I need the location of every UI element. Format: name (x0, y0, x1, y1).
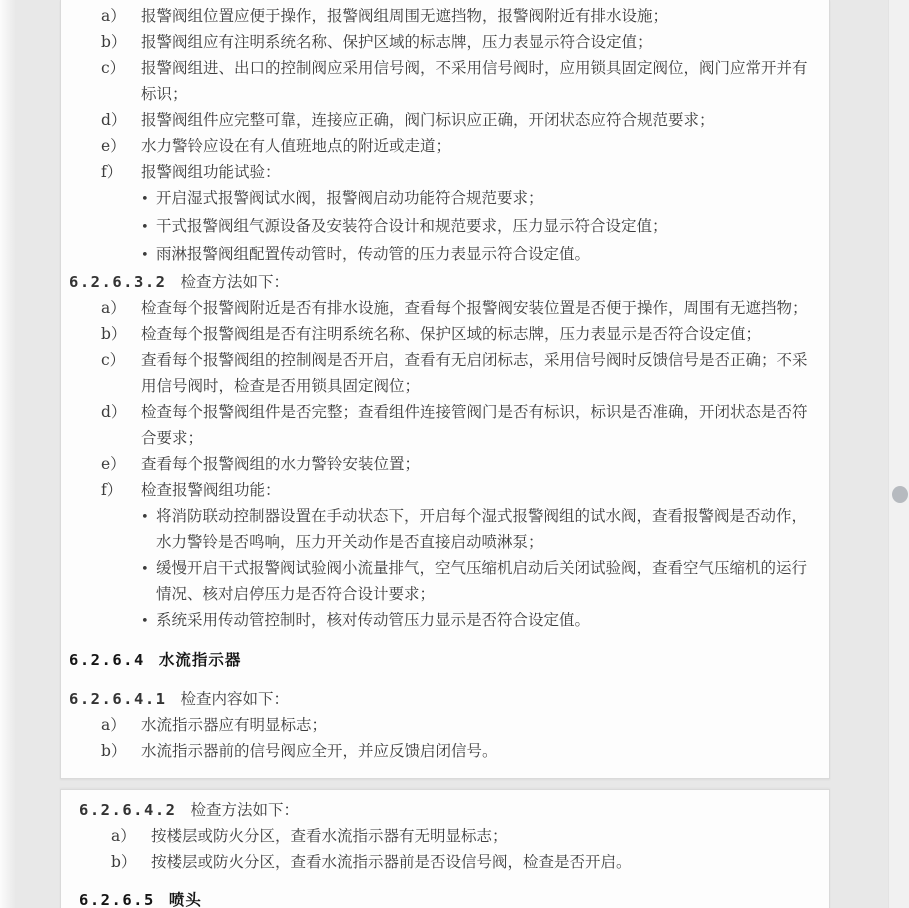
heading-number: 6.2.6.5 (79, 891, 155, 908)
bullet-icon: • (141, 562, 149, 577)
item-text: 查看每个报警阀组的控制阀是否开启，查看有无启闭标志，采用信号阀时反馈信号是否正确；不采用信号阀时，检查是否用锁具固定阀位； (141, 351, 808, 395)
item-text: 水流指示器前的信号阀应全开，并应反馈启闭信号。 (141, 742, 498, 760)
bullet-icon: • (141, 220, 149, 235)
bullet-icon: • (141, 614, 149, 629)
document-page-2 (60, 789, 830, 908)
bullet-text: 干式报警阀组气源设备及安装符合设计和规范要求，压力显示符合设定值； (156, 217, 668, 235)
item-label: d） (101, 403, 127, 421)
list-item (61, 55, 815, 107)
list-item (61, 29, 815, 55)
list-item (61, 107, 815, 133)
heading-number: 6.2.6.4 (69, 651, 145, 669)
bullet-item (61, 607, 815, 635)
bullet-icon: • (141, 192, 149, 207)
list-item (61, 347, 815, 399)
bullet-icon: • (141, 248, 149, 263)
item-text: 报警阀组进、出口的控制阀应采用信号阀，不采用信号阀时，应用锁具固定阀位，阀门应常开并有标识； (141, 59, 808, 103)
list-item (61, 133, 815, 159)
list-item (61, 451, 815, 477)
clause-line (61, 797, 815, 823)
clause-line (61, 269, 815, 295)
item-label: b） (111, 853, 137, 871)
item-text: 水流指示器应有明显标志； (141, 716, 328, 734)
clause-number: 6.2.6.3.2 (69, 273, 167, 291)
bullet-item (61, 213, 815, 241)
item-label: c） (101, 351, 126, 369)
item-label: c） (101, 59, 126, 77)
item-label: f） (101, 163, 123, 181)
bullet-item (61, 185, 815, 213)
list-item (61, 823, 815, 849)
item-label: b） (101, 325, 127, 343)
item-label: b） (101, 742, 127, 760)
item-label: b） (101, 33, 127, 51)
list-item (61, 295, 815, 321)
item-text: 检查报警阀组功能： (141, 481, 281, 499)
list-item (61, 3, 815, 29)
item-label: f） (101, 481, 123, 499)
page-edge-shadow (0, 0, 16, 908)
clause-text: 检查内容如下： (180, 690, 290, 708)
list-item (61, 477, 815, 503)
item-text: 报警阀组件应完整可靠，连接应正确，阀门标识应正确，开闭状态应符合规范要求； (141, 111, 715, 129)
scrollbar-track[interactable] (888, 0, 909, 908)
item-text: 按楼层或防火分区，查看水流指示器前是否设信号阀，检查是否开启。 (151, 853, 632, 871)
bullet-text: 缓慢开启干式报警阀试验阀小流量排气，空气压缩机启动后关闭试验阀，查看空气压缩机的运行情况、核对启停压力是否符合设计要求； (156, 559, 808, 603)
list-item (61, 321, 815, 347)
item-label: a） (111, 827, 136, 845)
list-item (61, 712, 815, 738)
item-text: 报警阀组位置应便于操作，报警阀组周围无遮挡物，报警阀附近有排水设施； (141, 7, 669, 25)
list-item (61, 159, 815, 185)
item-text: 按楼层或防火分区，查看水流指示器有无明显标志； (151, 827, 508, 845)
item-label: d） (101, 111, 127, 129)
bullet-item (61, 503, 815, 555)
clause-text: 检查方法如下： (180, 273, 290, 291)
heading-text: 水流指示器 (158, 651, 242, 669)
bullet-item (61, 555, 815, 607)
bullet-text: 雨淋报警阀组配置传动管时，传动管的压力表显示符合设定值。 (156, 245, 591, 263)
list-item (61, 849, 815, 875)
item-text: 检查每个报警阀组是否有注明系统名称、保护区域的标志牌，压力表显示是否符合设定值； (141, 325, 762, 343)
clause-line (61, 686, 815, 712)
section-heading (61, 887, 815, 908)
section-heading (61, 647, 815, 673)
clause-number: 6.2.6.4.2 (79, 801, 177, 819)
document-page-1 (60, 0, 830, 779)
item-text: 报警阀组应有注明系统名称、保护区域的标志牌，压力表显示符合设定值； (141, 33, 653, 51)
clause-number: 6.2.6.4.1 (69, 690, 167, 708)
bullet-icon: • (141, 510, 149, 525)
item-label: a） (101, 299, 126, 317)
bullet-text: 系统采用传动管控制时，核对传动管压力显示是否符合设定值。 (156, 611, 591, 629)
bullet-item (61, 241, 815, 269)
item-label: e） (101, 137, 126, 155)
item-label: e） (101, 455, 126, 473)
list-item (61, 738, 815, 764)
item-text: 检查每个报警阀组件是否完整；查看组件连接管阀门是否有标识，标识是否准确，开闭状态是否符合要求； (141, 403, 808, 447)
item-label: a） (101, 716, 126, 734)
bullet-text: 开启湿式报警阀试水阀，报警阀启动功能符合规范要求； (156, 189, 544, 207)
list-item (61, 399, 815, 451)
item-text: 报警阀组功能试验： (141, 163, 281, 181)
bullet-text: 将消防联动控制器设置在手动状态下，开启每个湿式报警阀组的试水阀，查看报警阀是否动作，水力警铃是否鸣响，压力开关动作是否直接启动喷淋泵； (156, 507, 808, 551)
item-label: a） (101, 7, 126, 25)
item-text: 查看每个报警阀组的水力警铃安装位置； (141, 455, 421, 473)
heading-text: 喷头 (168, 891, 202, 908)
item-text: 水力警铃应设在有人值班地点的附近或走道； (141, 137, 452, 155)
scrollbar-thumb[interactable] (892, 486, 908, 503)
clause-text: 检查方法如下： (190, 801, 300, 819)
item-text: 检查每个报警阀附近是否有排水设施，查看每个报警阀安装位置是否便于操作，周围有无遮挡物； (141, 299, 808, 317)
